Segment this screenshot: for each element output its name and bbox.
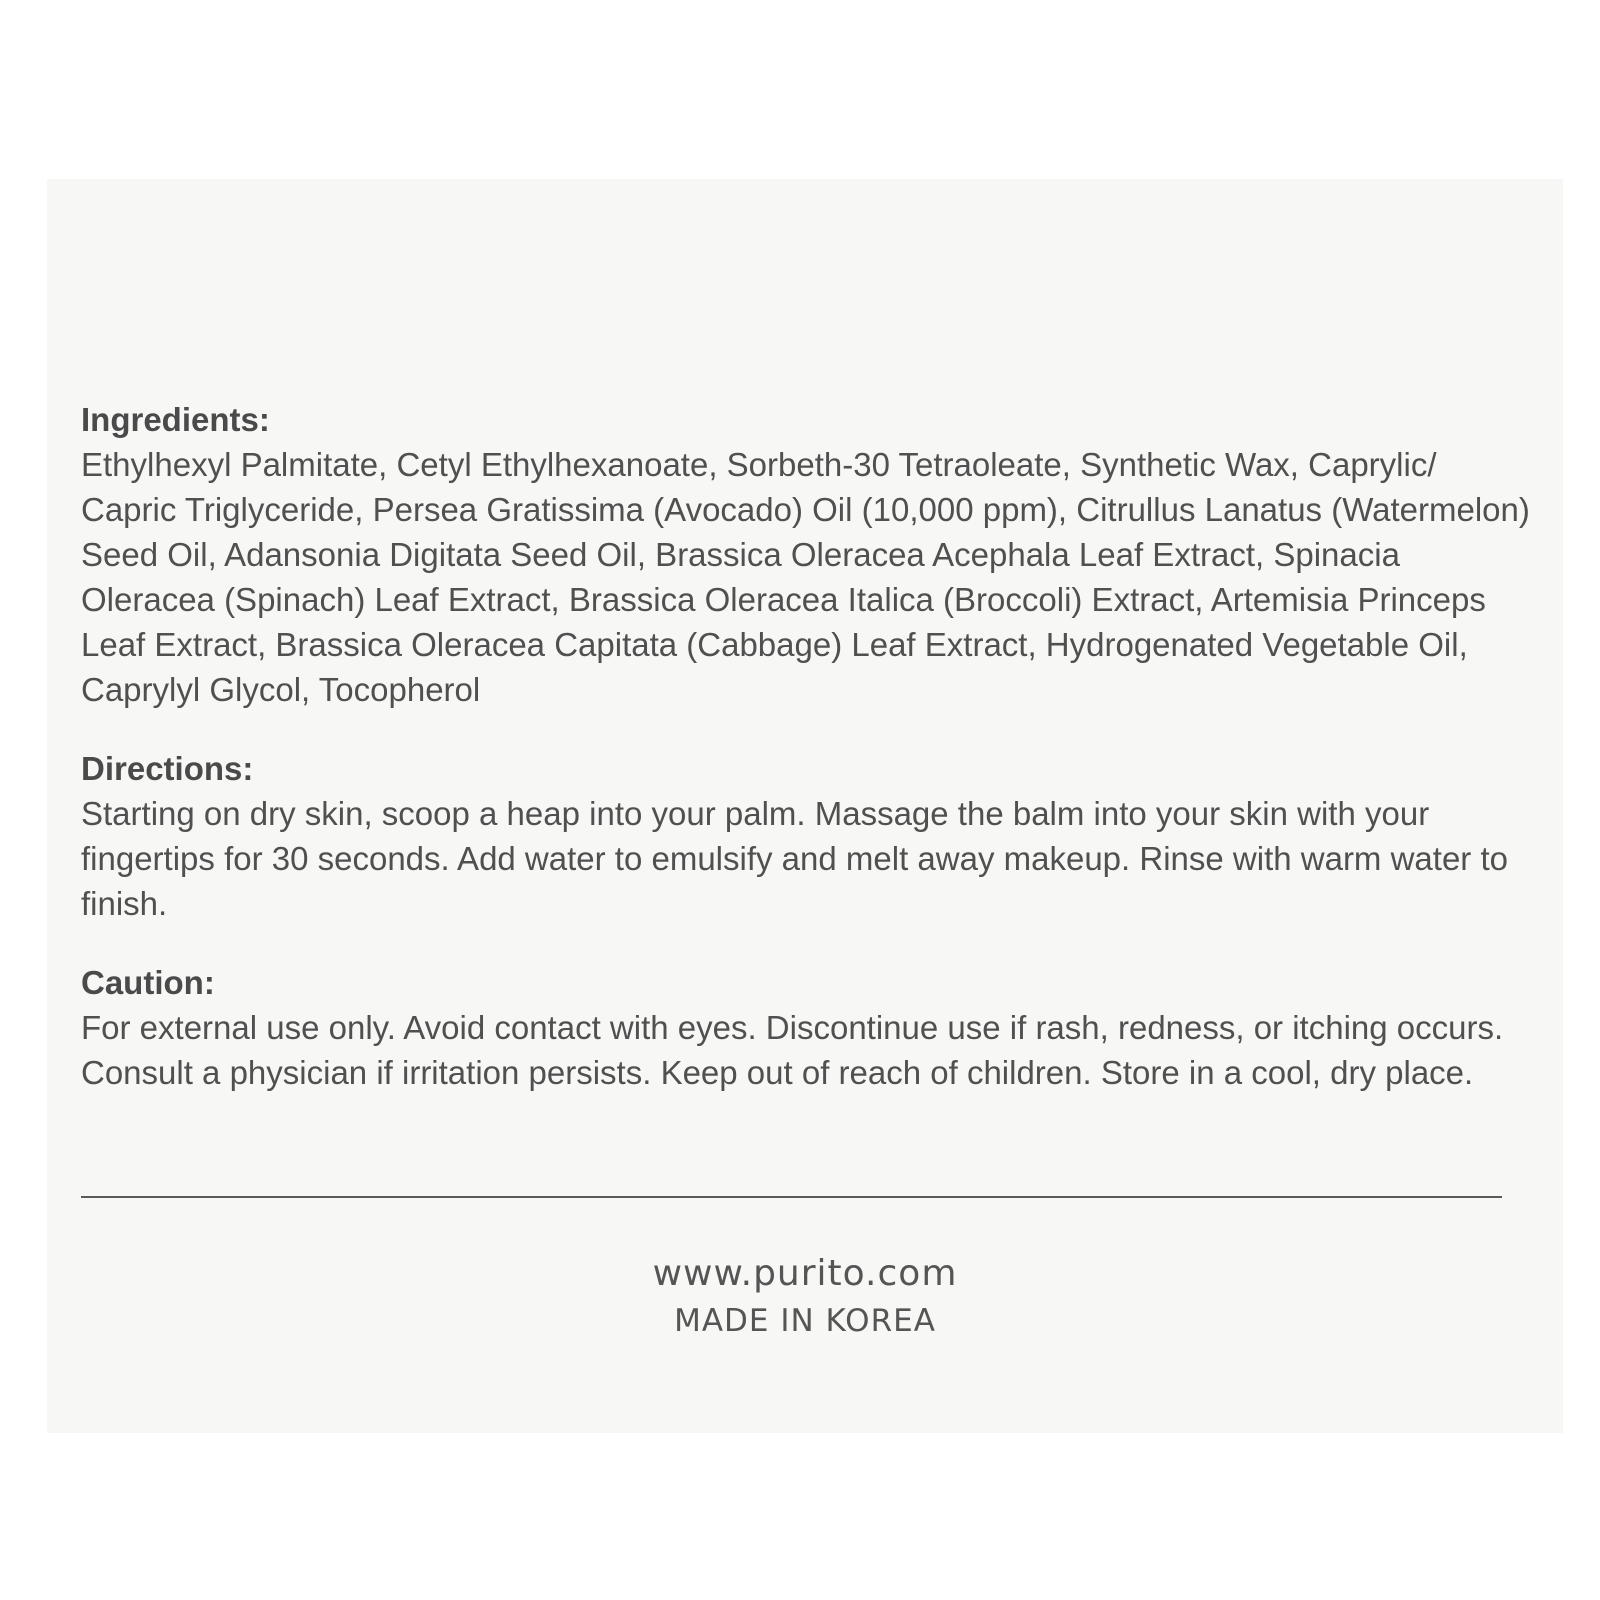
caution-heading: Caution: (81, 964, 215, 1001)
caution-text: For external use only. Avoid contact with eyes. Discontinue use if rash, redness, or itching occurs. Consult a physician if irritation persists. Keep out of reach of children. Store in a cool, dry place. (81, 1009, 1504, 1091)
footer-divider (81, 1196, 1502, 1198)
website-url: www.purito.com (652, 1253, 958, 1294)
country-of-origin: MADE IN KOREA (674, 1303, 936, 1339)
label-content (81, 397, 1536, 1129)
ingredients-list: Ethylhexyl Palmitate, Cetyl Ethylhexanoate, Sorbeth-30 Tetraoleate, Synthetic Wax, Caprylic/ Capric Triglyceride, Persea Gratissima (Avocado) Oil (10,000 ppm), Citrullus Lanatus (Watermelon) Seed Oil, Adansonia Digitata Seed Oil, Brassica Oleracea Acephala Leaf Extract, Spinacia Oleracea (Spinach) Leaf Extract, Brassica Oleracea Italica (Broccoli) Extract, Artemisia Princeps Leaf Extract, Brassica Oleracea Capitata (Cabbage) Leaf Extract, Hydrogenated Vegetable Oil, Caprylyl Glycol, Tocopherol (81, 446, 1530, 708)
directions-text: Starting on dry skin, scoop a heap into your palm. Massage the balm into your skin with your fingertips for 30 seconds. Add water to emulsify and melt away makeup. Rinse with warm water to finish. (81, 795, 1508, 922)
ingredients-section (81, 397, 1536, 712)
ingredients-heading: Ingredients: (81, 401, 270, 438)
caution-section (81, 960, 1536, 1095)
product-label-panel (47, 179, 1563, 1433)
directions-section (81, 746, 1536, 926)
directions-heading: Directions: (81, 750, 254, 787)
label-footer (47, 1249, 1563, 1343)
